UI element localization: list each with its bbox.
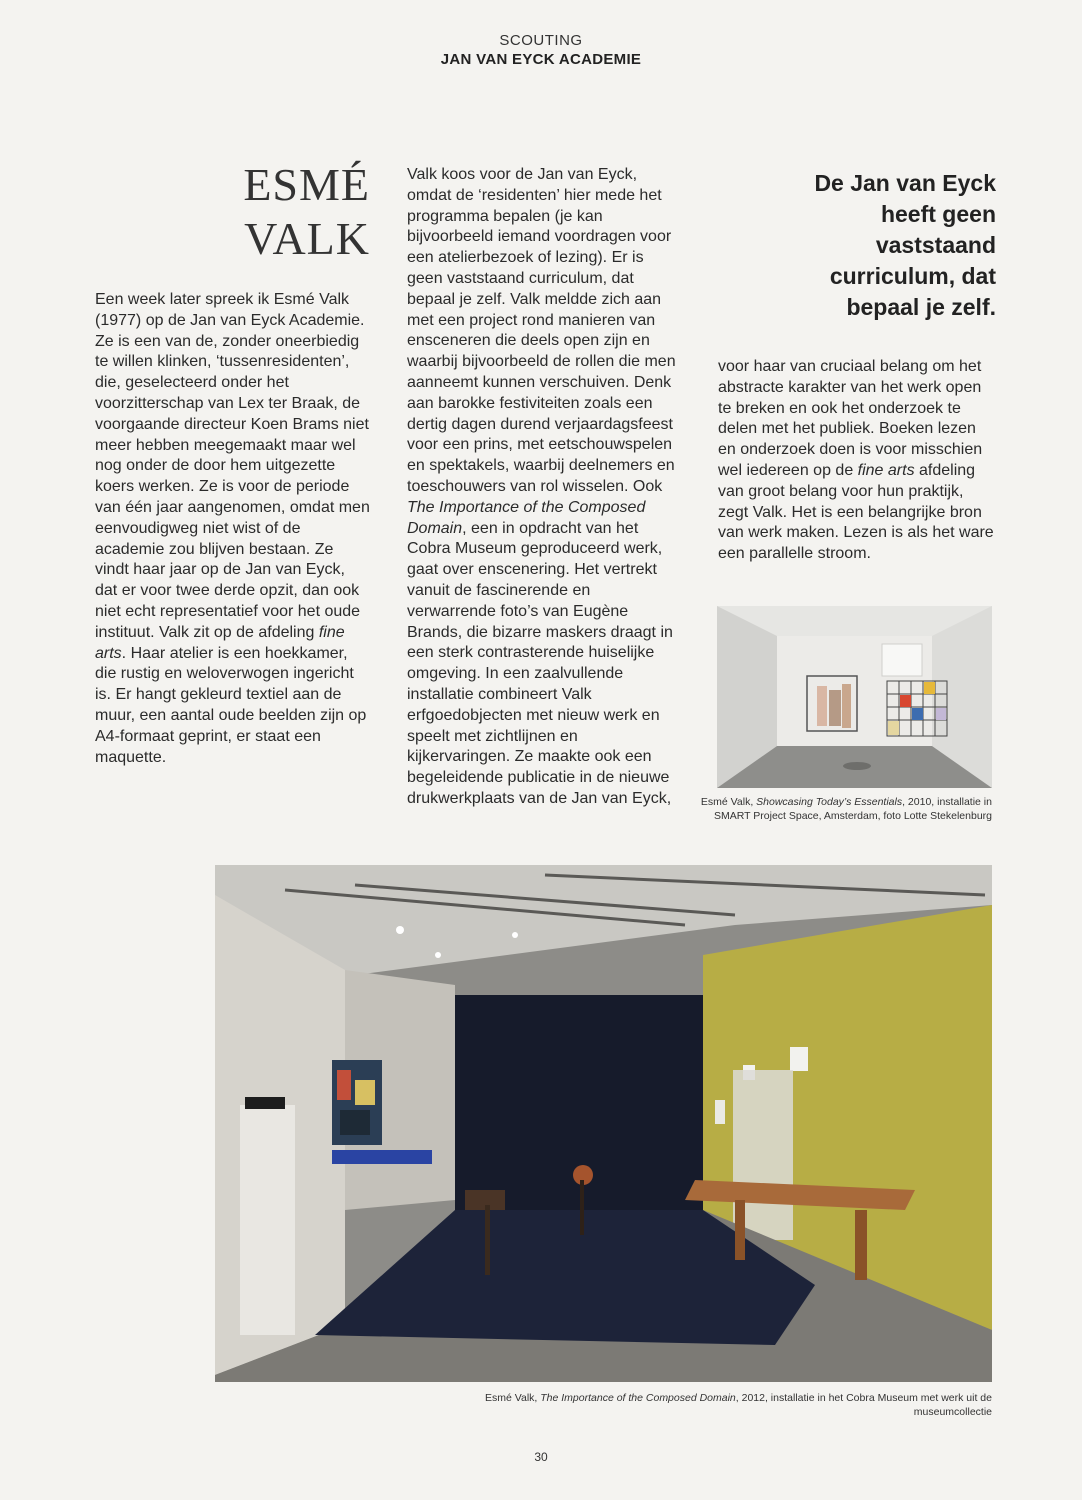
- column-3-italic: fine arts: [857, 461, 915, 479]
- column-1-paragraph: [95, 290, 370, 768]
- caption-small-photo: [700, 795, 992, 823]
- column-1-text-b: . Haar atelier is een hoekkamer, die rustig en weloverwogen ingericht is. Er hangt gekleurd textiel aan de muur, een aantal oude beelden zijn op A4-formaat geprint, er staat een maquette.: [95, 644, 367, 766]
- caption-2-artist: Esmé Valk,: [485, 1392, 541, 1404]
- installation-photo-large: [215, 865, 992, 1382]
- caption-2-work: The Importance of the Composed Domain: [540, 1392, 736, 1404]
- gallery-room-illustration: [717, 606, 992, 788]
- installation-photo-small: [717, 606, 992, 788]
- column-2-italic: The Importance of the Composed Domain: [407, 498, 646, 537]
- text-column-2: [407, 165, 682, 810]
- section-subtitle: JAN VAN EYCK ACADEMIE: [440, 51, 642, 68]
- caption-1-work: Showcasing Today’s Essentials: [756, 796, 903, 808]
- pull-quote: De Jan van Eyck heeft geen vaststaand curriculum, dat bepaal je zelf.: [814, 170, 996, 320]
- column-3-text-a: voor haar van cruciaal belang om het abstracte karakter van het werk open te breken en ook het onderzoek te delen met het publiek. Boeken lezen en onderzoek doen is voor misschien wel iedereen op de: [718, 358, 983, 479]
- title-line-2: VALK: [244, 213, 370, 264]
- caption-1-artist: Esmé Valk,: [700, 796, 757, 808]
- column-1-italic: fine arts: [95, 623, 345, 662]
- column-3-text-b: afdeling van groot belang voor hun praktijk, zegt Valk. Het is een belangrijke bron van werk maken. Lezen is als het ware een parallelle stroom.: [718, 461, 994, 563]
- caption-large-photo: [480, 1391, 992, 1419]
- page-number: 30: [534, 1450, 548, 1464]
- caption-2-details: , 2012, installatie in het Cobra Museum met werk uit de museumcollectie: [735, 1392, 992, 1418]
- section-label: SCOUTING: [499, 32, 583, 49]
- text-column-3: [718, 357, 996, 565]
- caption-1-details: , 2010, installatie in SMART Project Space, Amsterdam, foto Lotte Stekelenburg: [713, 796, 992, 822]
- article-title: [150, 158, 370, 266]
- column-2-text-a: Valk koos voor de Jan van Eyck, omdat de ‘residenten’ hier mede het programma bepalen (je kan bijvoorbeeld iemand voordragen voor een atelierbezoek of lezing). Er is geen vaststaand curriculum, dat bepaal je zelf. Valk meldde zich aan met een project rond manieren van ensceneren die deels open zijn en waarbij bijvoorbeeld de rollen die men aanneemt kunnen verschuiven. Denk aan barokke festiviteiten zoals een dertig dagen durend verjaardagsfeest voor een prins, met eetschouwspelen en spektakels, waarbij deelnemers en toeschouwers van rol wisselen. Ook: [407, 166, 676, 495]
- museum-installation-illustration: [215, 865, 992, 1382]
- column-3-paragraph: [718, 357, 996, 565]
- text-column-1: [95, 290, 370, 768]
- page-header: [0, 31, 1082, 70]
- column-1-text-a: Een week later spreek ik Esmé Valk (1977) op de Jan van Eyck Academie. Ze is een van de, zonder oneerbiedig te willen klinken, ‘tussenresidenten’, die, geselecteerd onder het voorzitterschap van Lex ter Braak, de voorgaande directeur Koen Brams niet meer hebben meegemaakt maar wel nog onder de door hem uitgezette koers werken. Ze is voor de periode van één jaar aangenomen, omdat men eenvoudigweg niet wist of de academie zou blijven bestaan. Ze vindt haar jaar op de Jan van Eyck, dat er voor twee derde opzit, dan ook niet echt representatief voor het oude instituut. Valk zit op de afdeling: [95, 291, 370, 641]
- title-line-1: ESMÉ: [243, 159, 370, 210]
- column-2-text-b: , een in opdracht van het Cobra Museum geproduceerd werk, gaat over enscenering. Het vertrekt vanuit de fascinerende en verwarrende foto’s van Eugène Brands, die bizarre maskers draagt in een sterk contrasterende huiselijke omgeving. In een zaalvullende installatie combineert Valk erfgoedobjecten met nieuw werk en speelt met zichtlijnen en kijkervaringen. Ze maakte ook een begeleidende publicatie in de nieuwe drukwerkplaats van de Jan van Eyck,: [407, 519, 673, 807]
- column-2-paragraph: [407, 165, 682, 810]
